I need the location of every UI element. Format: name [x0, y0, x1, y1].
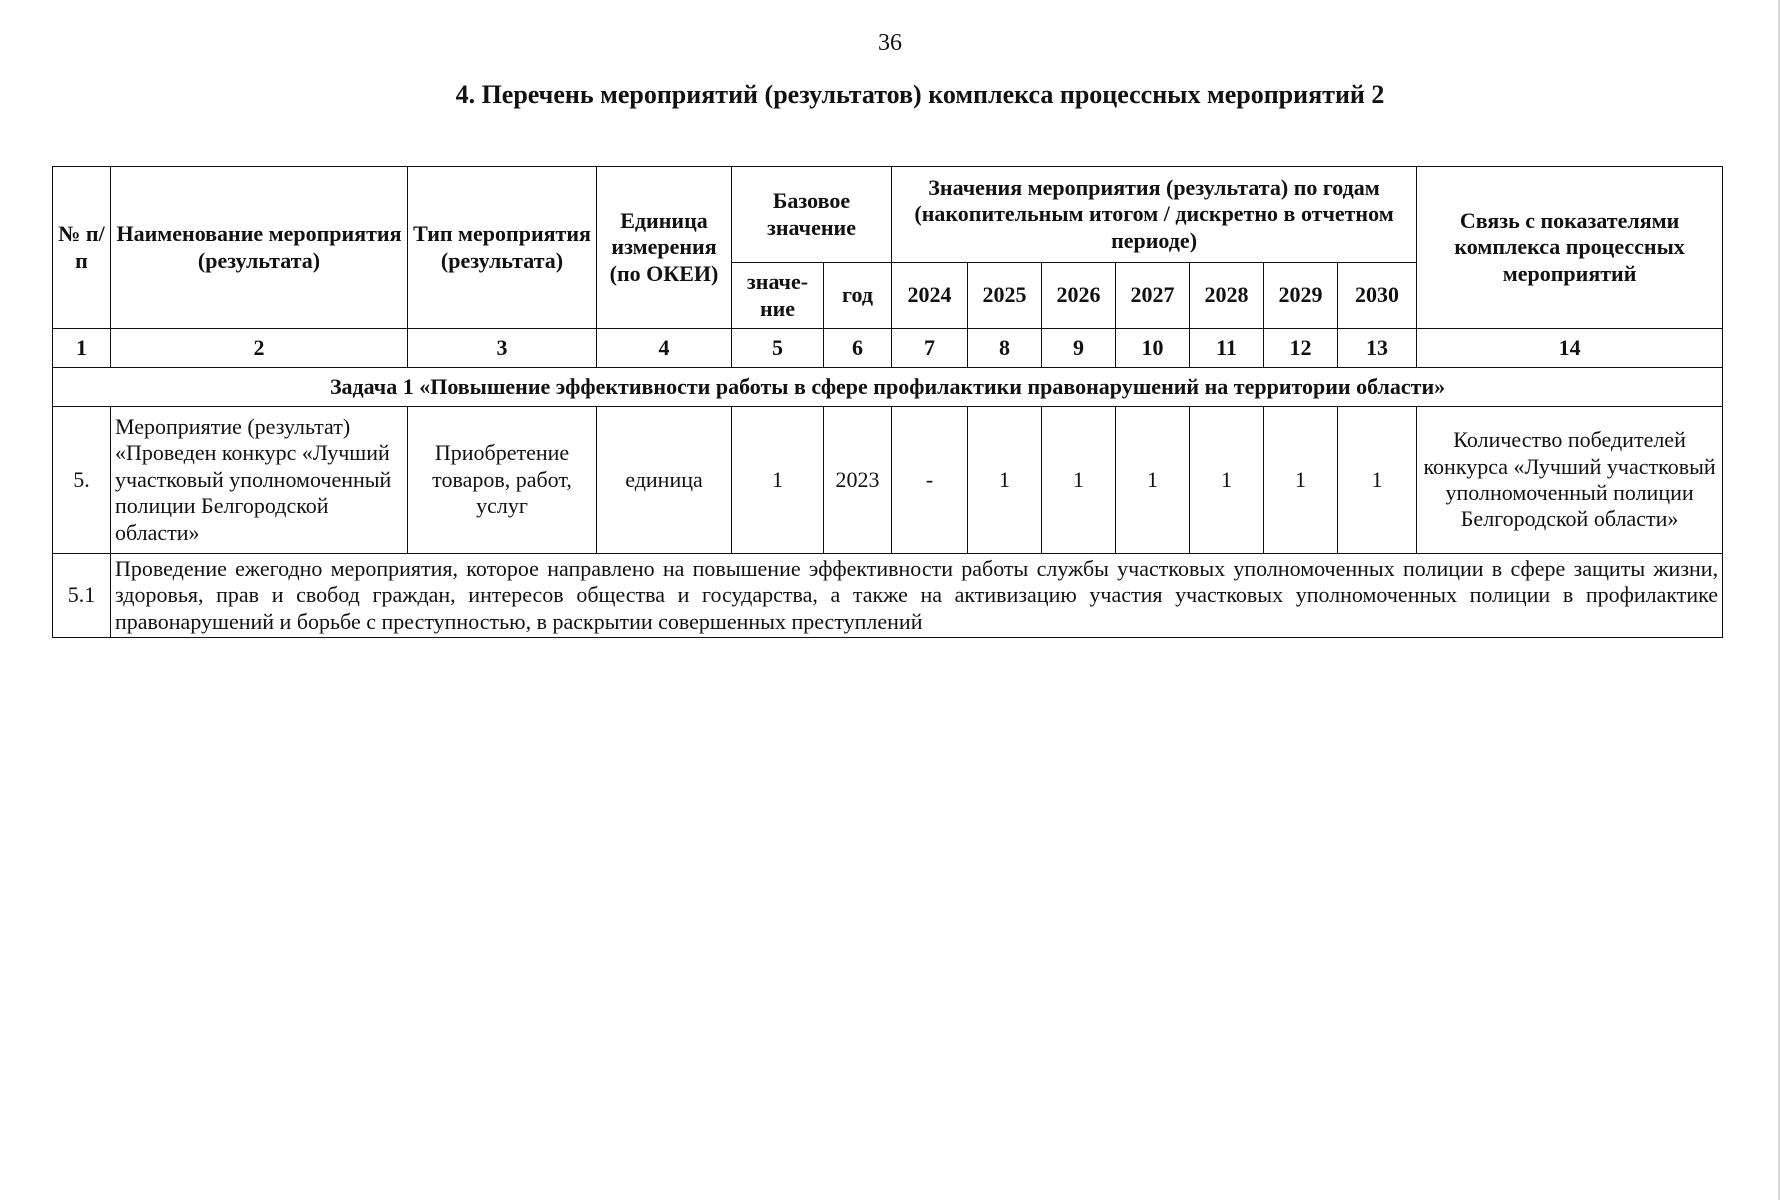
header-year-2030: 2030: [1338, 263, 1417, 329]
row-value-2026: 1: [1042, 407, 1116, 554]
document-title-text: 4. Перечень мероприятий (результатов) комплекса процессных мероприятий 2: [455, 80, 1385, 109]
description-text: Проведение ежегодно мероприятия, которое направлено на повышение эффективности работы службы участковых уполномоченных полиции в сфере защиты жизни, здоровья, прав и свобод граждан, интересов общества и государства, а также на активизацию участия участковых уполномоченных полиции в профилактике правонарушений и борьбе с преступностью, в раскрытии совершенных преступлений: [111, 554, 1723, 638]
header-row-top: [53, 167, 1723, 263]
column-number: 9: [1042, 329, 1116, 368]
row-link: Количество победителей конкурса «Лучший участковый уполномоченный полиции Белгородской области»: [1417, 407, 1723, 554]
row-unit: единица: [597, 407, 732, 554]
task-title: Задача 1 «Повышение эффективности работы в сфере профилактики правонарушений на территории области»: [53, 368, 1723, 407]
row-value-2029: 1: [1264, 407, 1338, 554]
column-number: 4: [597, 329, 732, 368]
header-link: Связь с показателями комплекса процессных мероприятий: [1417, 167, 1723, 329]
header-base-year: год: [824, 263, 892, 329]
column-numbers-row: [53, 329, 1723, 368]
header-year-2028: 2028: [1190, 263, 1264, 329]
header-year-2027: 2027: [1116, 263, 1190, 329]
column-number: 12: [1264, 329, 1338, 368]
column-number: 13: [1338, 329, 1417, 368]
description-num: 5.1: [53, 554, 111, 638]
column-number: 6: [824, 329, 892, 368]
column-number: 11: [1190, 329, 1264, 368]
header-base: Базовое значение: [732, 167, 892, 263]
row-value-2025: 1: [968, 407, 1042, 554]
page-number: 36: [878, 30, 902, 56]
measures-table: [52, 166, 1723, 638]
task-row: [53, 368, 1723, 407]
row-value-2028: 1: [1190, 407, 1264, 554]
column-number: 2: [111, 329, 408, 368]
row-value-2027: 1: [1116, 407, 1190, 554]
row-name: Мероприятие (результат) «Проведен конкурс «Лучший участковый уполномоченный полиции Белгородской области»: [111, 407, 408, 554]
header-years-group: Значения мероприятия (результата) по годам (накопительным итогом / дискретно в отчетном периоде): [892, 167, 1417, 263]
column-number: 1: [53, 329, 111, 368]
row-value-2024: -: [892, 407, 968, 554]
header-year-2029: 2029: [1264, 263, 1338, 329]
row-base-value: 1: [732, 407, 824, 554]
table-row: [53, 407, 1723, 554]
description-row: [53, 554, 1723, 638]
column-number: 5: [732, 329, 824, 368]
row-num: 5.: [53, 407, 111, 554]
column-number: 14: [1417, 329, 1723, 368]
header-year-2026: 2026: [1042, 263, 1116, 329]
header-type: Тип мероприятия (результата): [408, 167, 597, 329]
column-number: 7: [892, 329, 968, 368]
column-number: 8: [968, 329, 1042, 368]
document-title: [0, 80, 1780, 110]
row-base-year: 2023: [824, 407, 892, 554]
row-type: Приобретение товаров, работ, услуг: [408, 407, 597, 554]
header-name: Наименование мероприятия (результата): [111, 167, 408, 329]
header-num: № п/п: [53, 167, 111, 329]
header-year-2024: 2024: [892, 263, 968, 329]
row-value-2030: 1: [1338, 407, 1417, 554]
header-unit: Единица измерения (по ОКЕИ): [597, 167, 732, 329]
column-number: 10: [1116, 329, 1190, 368]
header-year-2025: 2025: [968, 263, 1042, 329]
header-base-value: значе-ние: [732, 263, 824, 329]
column-number: 3: [408, 329, 597, 368]
